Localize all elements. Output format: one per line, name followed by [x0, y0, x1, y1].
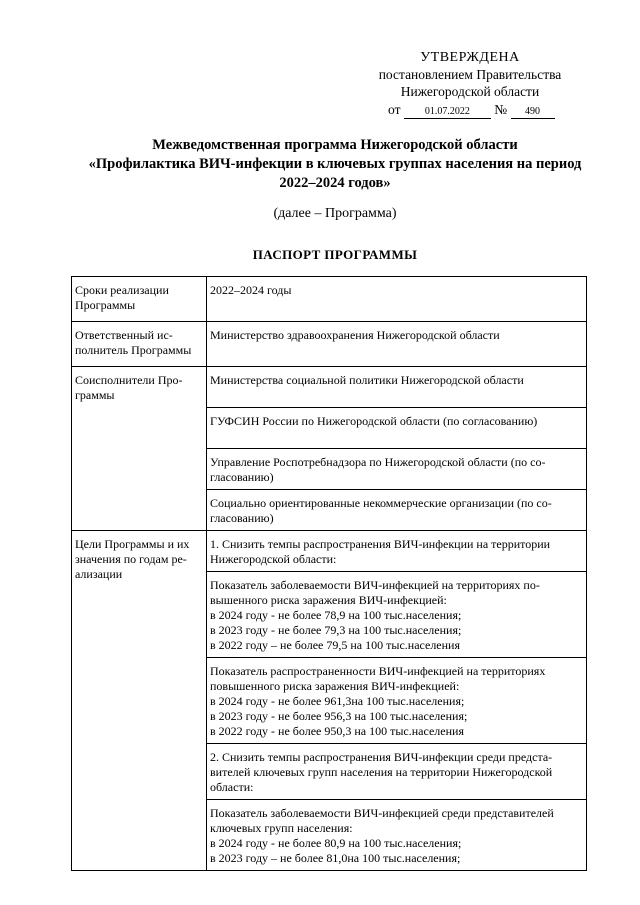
- approval-stamp: [360, 49, 580, 119]
- table-row: [72, 531, 587, 572]
- table-row: [72, 367, 587, 408]
- approval-number-label: №: [494, 102, 508, 117]
- passport-heading: ПАСПОРТ ПРОГРАММЫ: [252, 247, 418, 262]
- approval-number: 490: [511, 106, 555, 119]
- goal-cell: 2. Снизить темпы распространения ВИЧ-инфекции среди предста- вителей ключевых групп населения на территории Нижегородской области:: [207, 744, 587, 800]
- goal-cell: 1. Снизить темпы распространения ВИЧ-инфекции на территории Нижегородской области:: [207, 531, 587, 572]
- coexecutor-cell: Управление Роспотребнадзора по Нижегородской области (по со- гласованию): [207, 449, 587, 490]
- indicator-cell: Показатель распространенности ВИЧ-инфекцией на территориях повышенного риска заражения ВИЧ-инфекцией: в 2024 году - не более 961,3на 100 тыс.населения; в 2023 году - не более 956,3 на 100 тыс.населения; в 2022 году - не более 950,3 на 100 тыс.населения: [207, 658, 587, 744]
- indicator-cell: Показатель заболеваемости ВИЧ-инфекцией среди представителей ключевых групп населения: в 2024 году - не более 80,9 на 100 тыс.населения; в 2023 году – не более 81,0на 100 тыс.населения;: [207, 800, 587, 871]
- table-row: [72, 322, 587, 367]
- indicator-cell: Показатель заболеваемости ВИЧ-инфекцией на территориях по- вышенного риска заражения ВИЧ-инфекцией: в 2024 году - не более 78,9 на 100 тыс.населения; в 2023 году - не более 79,3 на 100 тыс.населения; в 2022 году – не более 79,5 на 100 тыс.населения: [207, 572, 587, 658]
- row-value-timeline: 2022–2024 годы: [207, 277, 587, 322]
- row-label-goals: Цели Программы и их значения по годам ре- ализации: [72, 531, 207, 871]
- table-row: [72, 277, 587, 322]
- row-label-responsible: Ответственный ис- полнитель Программы: [72, 322, 207, 367]
- approval-date-line: [360, 101, 580, 119]
- approval-line-2: Нижегородской области: [400, 84, 540, 99]
- approval-heading: УТВЕРЖДЕНА: [420, 50, 520, 65]
- document-title: [60, 136, 610, 193]
- further-note: (далее – Программа): [273, 206, 397, 221]
- approval-line-1: постановлением Правительства: [378, 67, 562, 82]
- coexecutor-cell: ГУФСИН России по Нижегородской области (по согласованию): [207, 408, 587, 449]
- approval-date: 01.07.2022: [404, 106, 491, 119]
- coexecutor-cell: Министерства социальной политики Нижегородской области: [207, 367, 587, 408]
- row-label-coexecutors: Соисполнители Про- граммы: [72, 367, 207, 531]
- row-label-timeline: Сроки реализации Программы: [72, 277, 207, 322]
- title-line: 2022–2024 годов»: [279, 175, 391, 191]
- row-value-responsible: Министерство здравоохранения Нижегородской области: [207, 322, 587, 367]
- coexecutor-cell: Социально ориентированные некоммерческие организации (по со- гласованию): [207, 490, 587, 531]
- title-line: «Профилактика ВИЧ-инфекции в ключевых группах населения на период: [88, 156, 582, 172]
- passport-table: [71, 276, 587, 871]
- approval-from-label: от: [388, 102, 401, 117]
- title-line: Межведомственная программа Нижегородской области: [152, 137, 518, 153]
